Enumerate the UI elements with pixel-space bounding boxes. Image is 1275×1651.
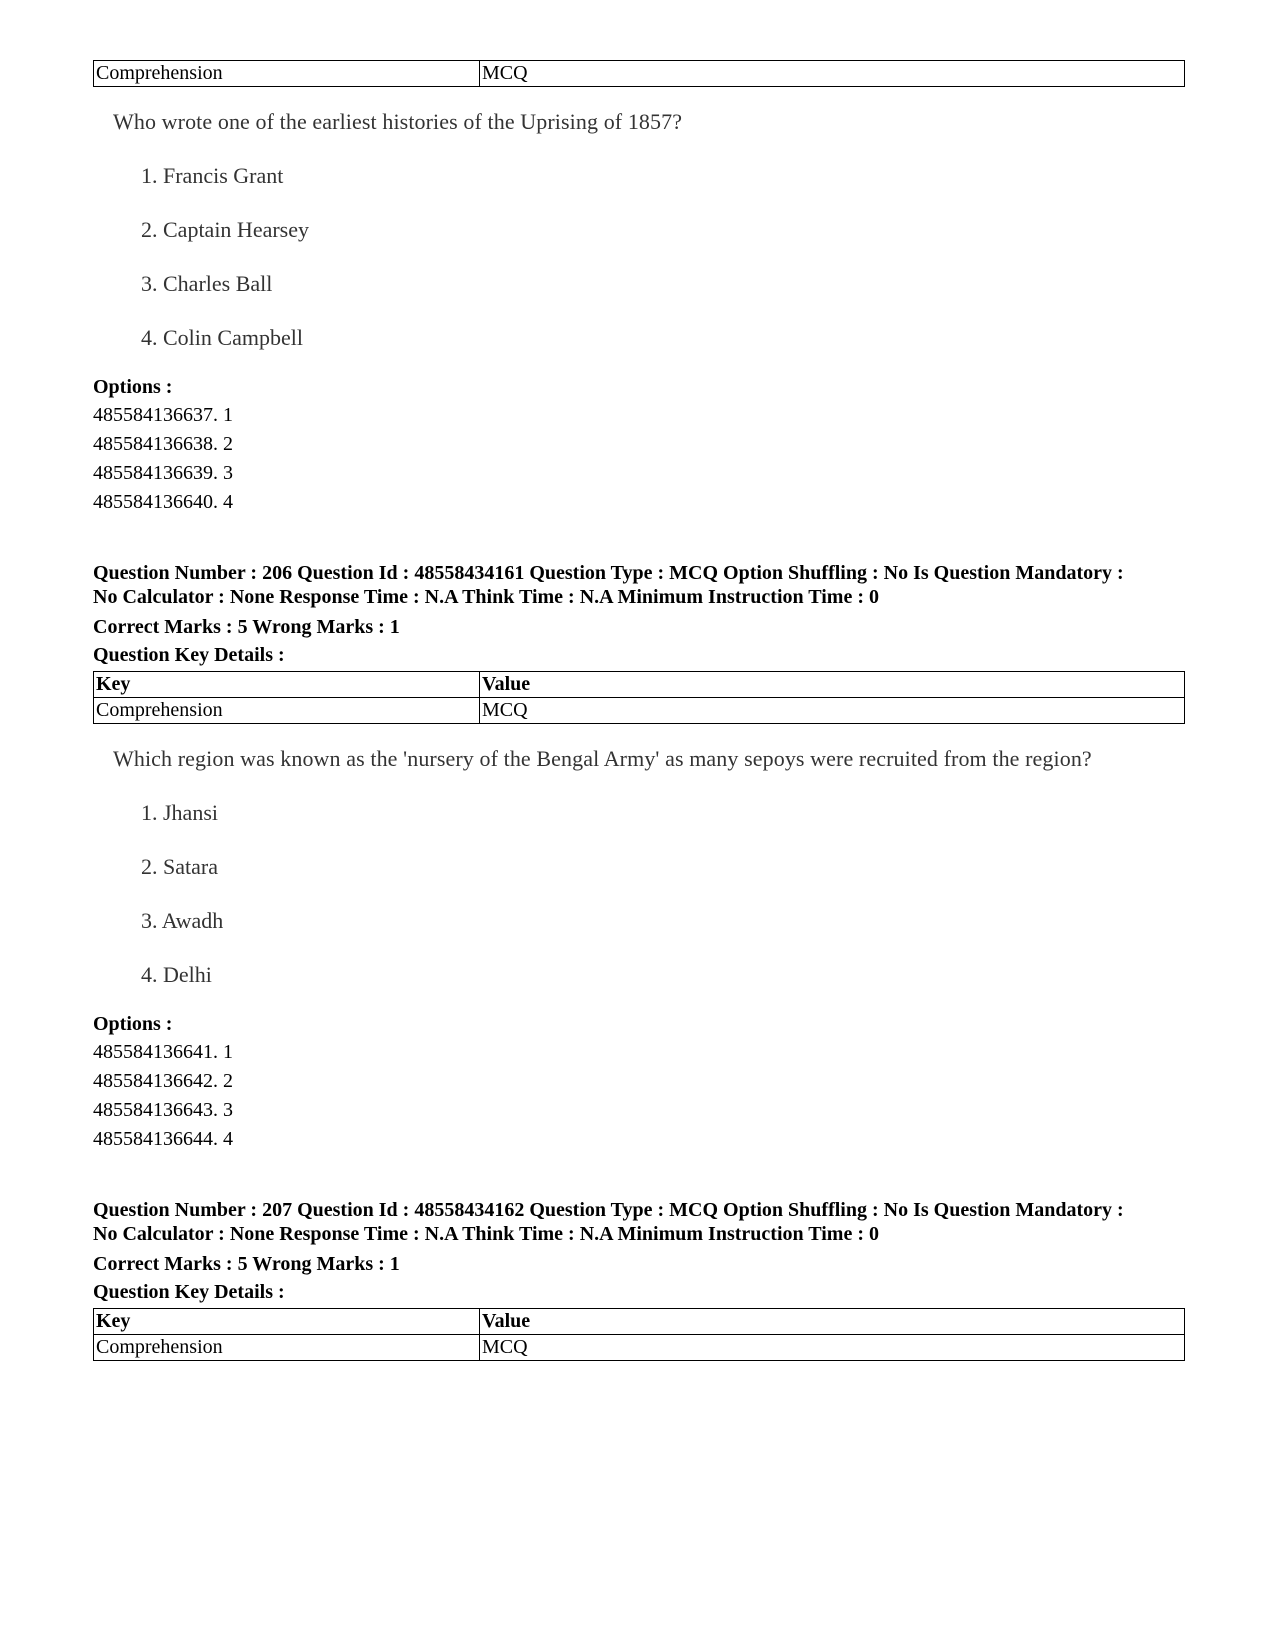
key-cell: Comprehension xyxy=(94,698,480,724)
choice-item: 1. Jhansi xyxy=(141,800,218,825)
choice-item: 3. Awadh xyxy=(141,908,224,933)
key-cell: Comprehension xyxy=(94,61,480,87)
question-meta xyxy=(93,561,1185,609)
key-cell: Comprehension xyxy=(94,1335,480,1361)
question-key-table xyxy=(93,1308,1185,1361)
question-block-206 xyxy=(93,561,1185,1154)
choice-item: 1. Francis Grant xyxy=(141,163,284,188)
question-key-table xyxy=(93,671,1185,724)
question-block-205 xyxy=(93,60,1185,517)
table-row xyxy=(94,1335,1185,1361)
answer-choices xyxy=(93,786,1185,1002)
options-heading: Options : xyxy=(93,376,173,398)
option-id-line: 485584136641. 1 xyxy=(93,1041,233,1063)
question-text: Which region was known as the 'nursery of the Bengal Army' as many sepoys were recruited from the region? xyxy=(113,746,1092,771)
value-header: Value xyxy=(480,1309,1185,1335)
option-id-line: 485584136639. 3 xyxy=(93,462,233,484)
options-heading: Options : xyxy=(93,1013,173,1035)
option-id-line: 485584136637. 1 xyxy=(93,404,233,426)
question-meta-line: Question Number : 206 Question Id : 48558434161 Question Type : MCQ Option Shuffling : No Is Question Mandatory : xyxy=(93,562,1124,584)
choice-item: 2. Captain Hearsey xyxy=(141,217,309,242)
key-details-heading: Question Key Details : xyxy=(93,644,285,666)
choice-item: 3. Charles Ball xyxy=(141,271,273,296)
choice-item: 4. Colin Campbell xyxy=(141,325,303,350)
question-meta-line: No Calculator : None Response Time : N.A Think Time : N.A Minimum Instruction Time : 0 xyxy=(93,1223,879,1245)
table-header-row xyxy=(94,1309,1185,1335)
document-page xyxy=(93,60,1185,1361)
question-meta-line: Question Number : 207 Question Id : 48558434162 Question Type : MCQ Option Shuffling : No Is Question Mandatory : xyxy=(93,1199,1124,1221)
question-meta-line: No Calculator : None Response Time : N.A Think Time : N.A Minimum Instruction Time : 0 xyxy=(93,586,879,608)
table-header-row xyxy=(94,672,1185,698)
value-cell: MCQ xyxy=(480,1335,1185,1361)
value-cell: MCQ xyxy=(480,698,1185,724)
question-text: Who wrote one of the earliest histories of the Uprising of 1857? xyxy=(113,109,683,134)
choice-item: 2. Satara xyxy=(141,854,218,879)
option-id-line: 485584136638. 2 xyxy=(93,433,233,455)
answer-choices xyxy=(93,149,1185,365)
value-header: Value xyxy=(480,672,1185,698)
marks-line: Correct Marks : 5 Wrong Marks : 1 xyxy=(93,1253,400,1275)
option-id-line: 485584136642. 2 xyxy=(93,1070,233,1092)
key-header: Key xyxy=(94,672,480,698)
value-cell: MCQ xyxy=(480,61,1185,87)
option-id-line: 485584136643. 3 xyxy=(93,1099,233,1121)
question-block-207 xyxy=(93,1198,1185,1361)
key-details-heading: Question Key Details : xyxy=(93,1281,285,1303)
question-meta xyxy=(93,1198,1185,1246)
option-id-line: 485584136640. 4 xyxy=(93,491,233,513)
table-row xyxy=(94,698,1185,724)
option-id-line: 485584136644. 4 xyxy=(93,1128,233,1150)
choice-item: 4. Delhi xyxy=(141,962,212,987)
table-row xyxy=(94,61,1185,87)
marks-line: Correct Marks : 5 Wrong Marks : 1 xyxy=(93,616,400,638)
question-key-table xyxy=(93,60,1185,87)
key-header: Key xyxy=(94,1309,480,1335)
